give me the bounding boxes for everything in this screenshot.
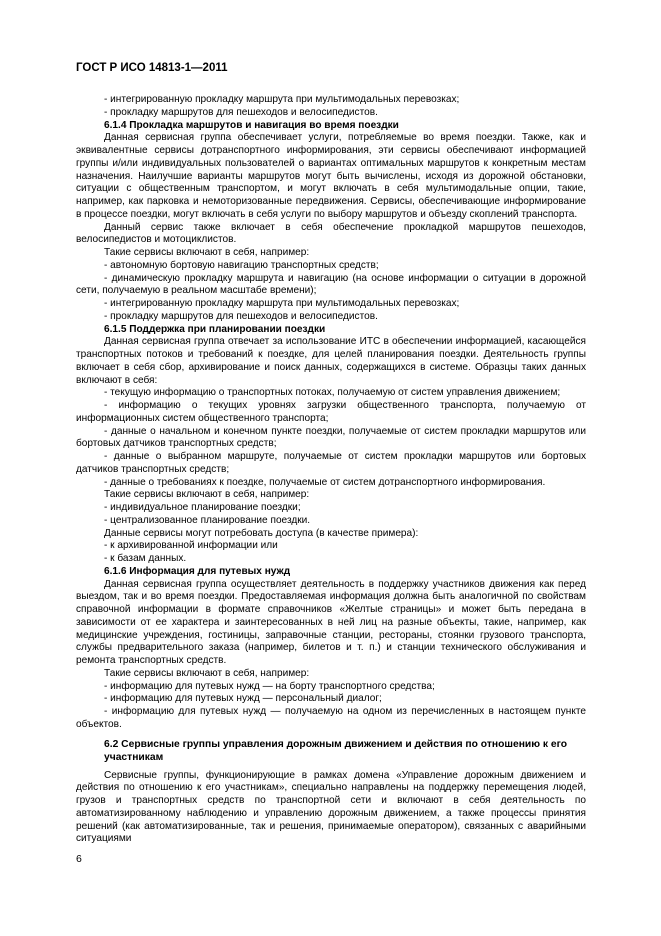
page-number: 6 bbox=[76, 853, 82, 865]
list-item: - прокладку маршрутов для пешеходов и велосипедистов. bbox=[104, 310, 378, 322]
list-item: - к базам данных. bbox=[104, 553, 187, 564]
document-body bbox=[76, 94, 586, 846]
list-item: - информацию для путевых нужд — персональный диалог; bbox=[104, 693, 382, 705]
paragraph: Такие сервисы включают в себя, например: bbox=[104, 247, 310, 258]
list-item: - к архивированной информации или bbox=[104, 540, 278, 552]
list-item: - данные о требованиях к поездке, получаемые от систем дотранспортного информирования. bbox=[104, 476, 546, 488]
list-item: - текущую информацию о транспортных потоках, получаемую от систем управления движением; bbox=[104, 387, 561, 399]
list-item: - динамическую прокладку маршрута и навигацию (на основе информации о ситуации в дорожной сети, получаемую в реальном масштабе времени); bbox=[76, 272, 586, 297]
paragraph: Такие сервисы включают в себя, например: bbox=[104, 489, 310, 501]
paragraph: Данные сервисы могут потребовать доступа (в качестве примера): bbox=[104, 527, 419, 539]
paragraph: Такие сервисы включают в себя, например: bbox=[104, 667, 310, 679]
paragraph: Сервисные группы, функционирующие в рамках домена «Управление дорожным движением и действия по отношению к его участникам», специально направлены на поддержку перемещения людей, грузов и транспортных средств по транспортной сети и включают в себя деятельность по автоматизированному наблюдению и управлению дорожным движением, а также процессы принятия решений (как автоматизированные, так и решения, принимаемые оператором), связанных с аварийными ситуациями bbox=[76, 769, 586, 845]
list-item: - данные о начальном и конечном пункте поездки, получаемые от систем прокладки маршрутов или бортовых датчиков транспортных средств; bbox=[76, 425, 586, 450]
paragraph: Данный сервис также включает в себя обеспечение прокладкой маршрутов пешеходов, велосипедистов и мотоциклистов. bbox=[76, 221, 586, 246]
paragraph: Данная сервисная группа отвечает за использование ИТС в обеспечении информацией, касающейся транспортных потоков и требований к поездке, для целей планирования поездки. Деятельность группы включает в себя сбор, архивирование и поиск данных, содержащихся в системе. Образцы таких данных включают в себя: bbox=[76, 336, 586, 386]
list-item: - интегрированную прокладку маршрута при мультимодальных перевозках; bbox=[104, 94, 460, 105]
list-item: - информацию о текущих уровнях загрузки общественного транспорта, получаемую от информационных систем общественного транспорта; bbox=[76, 400, 586, 424]
paragraph: Данная сервисная группа обеспечивает услуги, потребляемые во время поездки. Также, как и эквивалентные сервисы дотранспортного информирования, эти сервисы обеспечивают информацией группы и/или индивидуальных пользователей о вариантах оптимальных маршрутов к конкретным местам назначения. Наилучшие варианты маршрутов могут быть вычислены, исходя из дорожной обстановки, ситуации с общественным транспортом, и могут включать в себя мультимодальные опции, такие, например, как парковка и немоторизованные передвижения. Сервисы, обеспечивающие информирование в процессе поездки, могут включать в себя услуги по выбору маршрутов и объезду скоплений транспорта. bbox=[76, 132, 586, 220]
list-item: - информацию для путевых нужд — получаемую на одном из перечисленных в настоящем пункте объектов. bbox=[76, 706, 586, 730]
section-heading-6-1-6: 6.1.6 Информация для путевых нужд bbox=[104, 565, 291, 577]
list-item: - интегрированную прокладку маршрута при мультимодальных перевозках; bbox=[104, 298, 460, 309]
section-heading-6-1-5: 6.1.5 Поддержка при планировании поездки bbox=[104, 323, 326, 335]
section-heading-6-2: 6.2 Сервисные группы управления дорожным движением и действия по отношению к его участникам bbox=[104, 738, 568, 763]
list-item: - индивидуальное планирование поездки; bbox=[104, 502, 301, 513]
document-header: ГОСТ Р ИСО 14813-1—2011 bbox=[76, 62, 228, 74]
list-item: - централизованное планирование поездки. bbox=[104, 514, 311, 526]
paragraph: Данная сервисная группа осуществляет деятельность в поддержку участников движения как перед выездом, так и во время поездки. Предоставляемая информация должна быть аналогичной по свойствам справочной информации в формате справочников «Желтые страницы» и может быть передана в зависимости от ее характера и заинтересованных в ней лиц на разные объекты, такие, например, как медицинские учреждения, гостиницы, заправочные станции, рестораны, стоянки грузового транспорта, службы предварительного заказа (например, билетов и т. п.) и станции технического обслуживания и ремонта транспортных средств. bbox=[76, 578, 586, 666]
list-item: - данные о выбранном маршруте, получаемые от систем прокладки маршрутов или бортовых датчиков транспортных средств; bbox=[76, 451, 586, 475]
list-item: - информацию для путевых нужд — на борту транспортного средства; bbox=[104, 680, 435, 692]
list-item: - автономную бортовую навигацию транспортных средств; bbox=[104, 259, 379, 271]
list-item: - прокладку маршрутов для пешеходов и велосипедистов. bbox=[104, 106, 378, 118]
section-heading-6-1-4: 6.1.4 Прокладка маршрутов и навигация во время поездки bbox=[104, 119, 399, 131]
